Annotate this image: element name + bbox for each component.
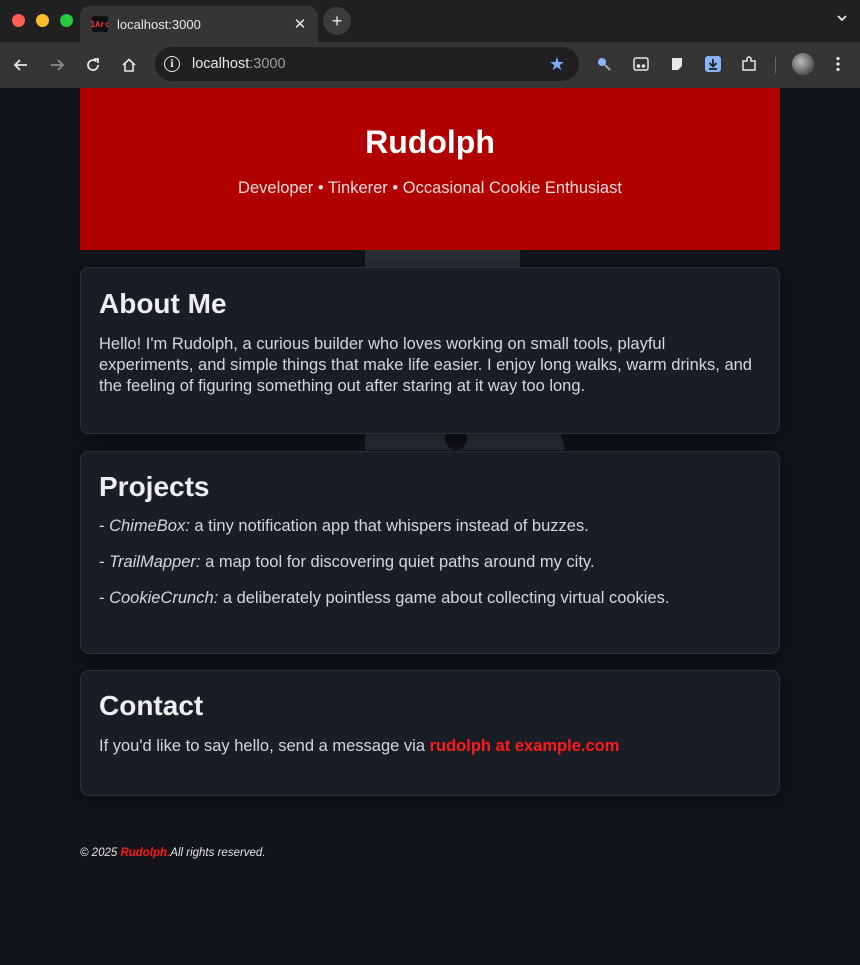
footer-brand: Rudolph.	[120, 847, 171, 859]
active-tab[interactable]	[80, 6, 318, 42]
contact-heading: Contact	[99, 690, 204, 721]
address-bar[interactable]	[155, 47, 579, 81]
site-info-icon[interactable]: i	[164, 56, 180, 72]
extension-search-icon[interactable]	[593, 53, 615, 75]
hero-banner	[80, 88, 780, 250]
minimize-window-button[interactable]	[36, 14, 49, 27]
projects-section	[80, 451, 780, 654]
contact-section	[80, 670, 780, 796]
contact-text: If you'd like to say hello, send a message via rudolph at example.com	[99, 737, 620, 755]
extension-note-icon[interactable]	[666, 53, 688, 75]
window-controls	[12, 14, 73, 27]
url-text[interactable]: localhost:3000	[192, 56, 286, 72]
tab-title: localhost:3000	[117, 16, 201, 32]
download-icon[interactable]	[702, 53, 724, 75]
projects-heading: Projects	[99, 471, 210, 502]
project-name: CookieCrunch:	[109, 589, 219, 607]
browser-chrome	[0, 0, 860, 88]
page-footer: © 2025 Rudolph.All rights reserved.	[80, 847, 266, 859]
bookmark-star-icon[interactable]: ★	[548, 53, 565, 74]
close-window-button[interactable]	[12, 14, 25, 27]
site-title: Rudolph	[365, 124, 495, 160]
maximize-window-button[interactable]	[60, 14, 73, 27]
contact-email-link[interactable]: rudolph at example.com	[429, 737, 620, 755]
toolbar	[0, 42, 860, 88]
project-item-chimebox: - ChimeBox: a tiny notification app that whispers instead of buzzes.	[99, 517, 589, 535]
tagline: Developer • Tinkerer • Occasional Cookie Enthusiast	[238, 179, 622, 197]
reload-icon[interactable]	[81, 53, 105, 77]
extensions-puzzle-icon[interactable]	[738, 53, 760, 75]
about-body: Hello! I'm Rudolph, a curious builder who loves working on small tools, playful experiments, and simple things that make life easier. I enjoy long walks, warm drinks, and the feeling of figuring something out after staring at it way too long.	[99, 335, 752, 395]
project-item-cookiecrunch: - CookieCrunch: a deliberately pointless game about collecting virtual cookies.	[99, 589, 670, 607]
forward-arrow-icon[interactable]	[45, 53, 69, 77]
tab-search-chevron-icon[interactable]	[836, 12, 848, 27]
page-viewport	[0, 88, 860, 965]
project-name: TrailMapper:	[109, 553, 201, 571]
about-heading: About Me	[99, 288, 227, 319]
profile-avatar[interactable]	[792, 53, 814, 75]
more-menu-icon[interactable]	[827, 53, 849, 75]
new-tab-button[interactable]: +	[323, 7, 351, 35]
project-name: ChimeBox:	[109, 517, 190, 535]
favicon-icon: 1Arc	[92, 16, 108, 32]
toolbar-divider	[775, 57, 776, 73]
back-arrow-icon[interactable]	[9, 53, 33, 77]
tab-strip	[0, 0, 860, 42]
about-section	[80, 267, 780, 434]
tab-close-icon[interactable]: ✕	[293, 16, 307, 33]
project-item-trailmapper: - TrailMapper: a map tool for discovering quiet paths around my city.	[99, 553, 595, 571]
extension-glasses-icon[interactable]	[630, 53, 652, 75]
home-icon[interactable]	[117, 53, 141, 77]
